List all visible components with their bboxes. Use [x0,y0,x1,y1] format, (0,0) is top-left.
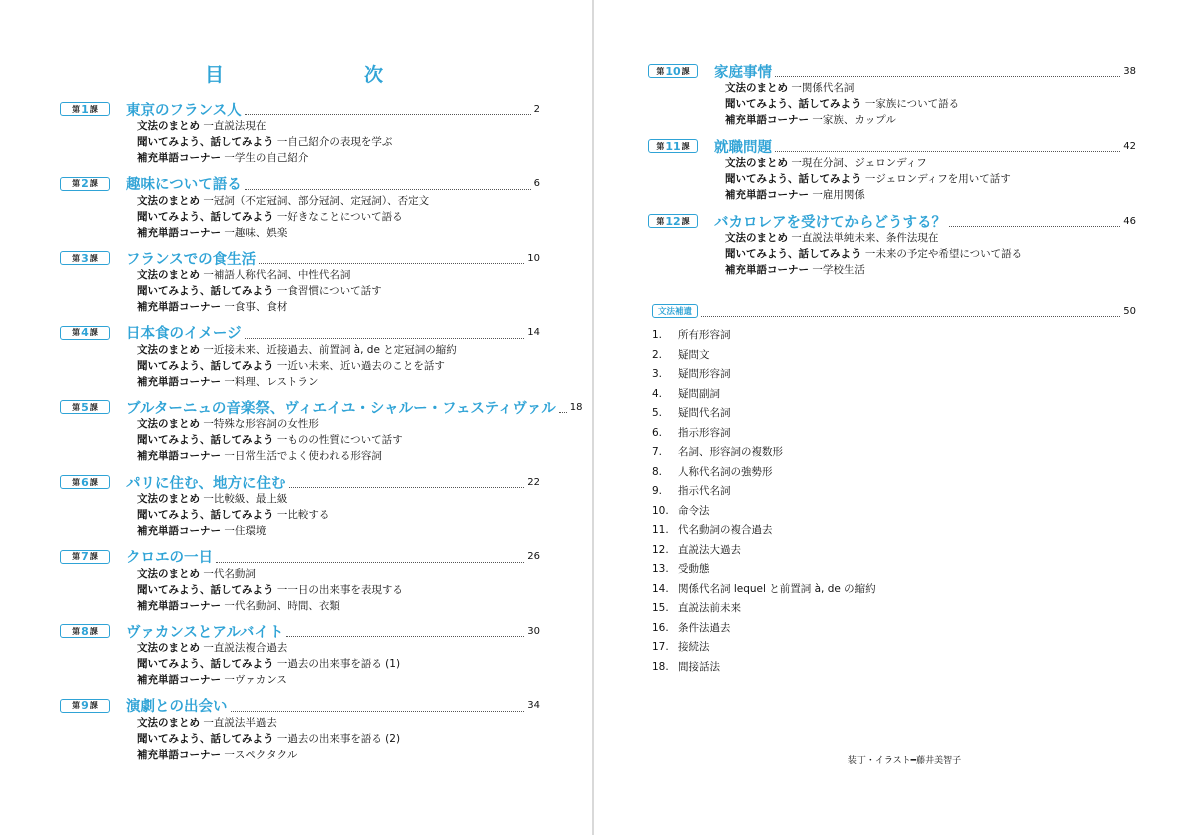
item-number: 18. [652,660,669,673]
vocab-corner-line [137,225,540,241]
lesson-badge [60,251,110,265]
grammar-supplement-item[interactable] [652,599,876,619]
listen-speak-label: 聞いてみよう、話してみよう [725,248,862,260]
grammar-summary-label: 文法のまとめ [137,418,200,431]
dot-leader [245,103,531,115]
page-number: 14 [527,327,540,339]
grammar-supplement-item[interactable] [652,619,876,639]
lesson-title[interactable]: フランスでの食生活 [126,251,257,268]
grammar-supplement-item[interactable] [652,580,876,600]
vocab-corner-line [137,299,540,315]
lesson-title[interactable]: 日本食のイメージ [126,326,242,343]
vocab-corner-line [725,262,1136,278]
grammar-supplement-item[interactable] [652,404,876,424]
listen-speak-label: 聞いてみよう、話してみよう [137,509,274,521]
grammar-supplement-item[interactable] [652,541,876,561]
item-title: 代名動詞の複合過去 [678,524,773,536]
grammar-summary-label: 文法のまとめ [137,343,200,356]
item-title: 人称代名詞の強勢形 [678,465,773,478]
vocab-corner-text: 一ヴァカンス [224,674,287,687]
lesson-prefix: 第 [656,141,665,151]
grammar-supplement-item[interactable] [652,443,876,463]
grammar-summary-line [137,640,540,656]
listen-speak-text: 一一日の出来事を表現する [276,583,403,596]
listen-speak-line [137,283,540,299]
lesson-suffix: 課 [89,626,98,636]
page-number: 30 [527,625,540,637]
grammar-summary-line [137,118,540,134]
grammar-summary-label: 文法のまとめ [137,642,200,655]
lesson-number: 9 [81,699,89,713]
vocab-corner-line [137,747,540,763]
listen-speak-line [725,246,1136,262]
grammar-supplement-list [652,326,876,677]
vocab-corner-label: 補充単語コーナー [725,264,809,276]
lesson-badge [648,214,698,228]
grammar-summary-label: 文法のまとめ [725,232,788,244]
lesson-number: 6 [81,475,89,489]
lesson-heading[interactable] [60,697,540,715]
grammar-summary-line [725,155,1136,171]
lesson-heading[interactable] [60,473,540,491]
lesson-prefix: 第 [72,701,81,711]
lesson-prefix: 第 [72,402,81,412]
grammar-summary-text: 一直説法単純未来、条件法現在 [791,232,939,244]
grammar-summary-line [137,342,540,358]
lesson-entry[interactable] [60,473,540,539]
right-page [594,0,1185,835]
dot-leader [245,327,525,339]
item-number: 8. [652,465,663,478]
item-title: 間接話法 [678,660,720,673]
grammar-summary-label: 文法のまとめ [137,567,200,580]
lesson-suffix: 課 [681,66,690,76]
listen-speak-label: 聞いてみよう、話してみよう [137,136,274,148]
lesson-prefix: 第 [72,104,81,114]
lesson-suffix: 課 [89,253,98,263]
grammar-supplement-header[interactable] [652,302,1136,320]
item-number: 10. [652,504,669,517]
dot-leader [245,178,531,190]
grammar-summary-text: 一直説法複合過去 [203,642,288,655]
listen-speak-text: 一過去の出来事を語る (1) [276,658,401,671]
listen-speak-line [137,358,540,374]
item-number: 9. [652,485,663,497]
lesson-entry[interactable] [648,62,1136,128]
listen-speak-line [725,171,1136,187]
lesson-suffix: 課 [89,552,98,562]
vocab-corner-text: 一日常生活でよく使われる形容詞 [224,450,382,463]
item-number: 2. [652,348,663,361]
listen-speak-text: 一近い未来、近い過去のことを話す [276,359,445,372]
grammar-supplement-badge: 文法補遺 [652,304,698,318]
grammar-summary-line [725,230,1136,246]
listen-speak-label: 聞いてみよう、話してみよう [137,583,274,596]
grammar-summary-text: 一直説法現在 [203,120,267,132]
vocab-corner-text: 一趣味、娯楽 [224,226,288,239]
vocab-corner-text: 一住環境 [224,525,267,537]
grammar-summary-line [725,80,1136,96]
listen-speak-label: 聞いてみよう、話してみよう [137,732,274,745]
grammar-supplement-item[interactable] [652,385,876,405]
grammar-summary-text: 一現在分詞、ジェロンディフ [791,157,927,169]
listen-speak-text: 一食習慣について話す [276,285,382,298]
grammar-supplement-item[interactable] [652,502,876,522]
item-title: 疑問副詞 [678,387,720,400]
lesson-suffix: 課 [89,701,98,711]
listen-speak-text: 一過去の出来事を語る (2) [276,732,401,745]
lesson-heading[interactable] [60,324,540,342]
lesson-badge [60,624,110,638]
grammar-summary-label: 文法のまとめ [137,120,200,132]
listen-speak-label: 聞いてみよう、話してみよう [137,434,274,447]
vocab-corner-label: 補充単語コーナー [137,301,221,314]
lesson-badge [60,699,110,713]
lesson-number: 3 [81,251,89,265]
lesson-title[interactable]: 東京のフランス人 [126,102,242,119]
grammar-supplement-item[interactable] [652,560,876,580]
item-title: 関係代名詞 lequel と前置詞 à, de の縮約 [678,582,876,595]
dot-leader [949,215,1120,227]
item-number: 5. [652,407,663,419]
dot-leader [559,401,567,413]
lesson-badge [60,475,110,489]
item-title: 受動態 [678,563,710,575]
grammar-summary-text: 一補語人称代名詞、中性代名詞 [203,269,351,282]
vocab-corner-text: 一食事、食材 [224,301,288,314]
lesson-suffix: 課 [681,216,690,226]
lesson-title[interactable]: クロエの一日 [126,550,213,567]
vocab-corner-line [137,523,540,539]
lesson-prefix: 第 [72,253,81,263]
lesson-badge [60,177,110,191]
lesson-entry[interactable] [60,398,583,464]
grammar-summary-text: 一特殊な形容詞の女性形 [203,418,319,431]
lesson-heading[interactable] [60,249,540,267]
lesson-number: 8 [81,624,89,638]
vocab-corner-text: 一家族、カップル [812,114,896,126]
page-number: 46 [1123,215,1136,227]
dot-leader [775,65,1120,77]
item-number: 13. [652,563,669,575]
item-title: 疑問代名詞 [678,407,731,419]
vocab-corner-line [137,374,540,390]
vocab-corner-line [725,112,1136,128]
lesson-title[interactable]: パリに住む、地方に住む [126,475,286,492]
page-number: 22 [527,476,540,488]
lesson-suffix: 課 [681,141,690,151]
grammar-summary-text: 一代名動詞 [203,567,256,580]
vocab-corner-line [137,672,540,688]
lesson-entry[interactable] [60,175,540,241]
lesson-entry[interactable] [60,100,540,166]
lesson-prefix: 第 [72,626,81,636]
page-number: 10 [527,252,540,264]
grammar-summary-line [137,193,540,209]
vocab-corner-label: 補充単語コーナー [137,152,221,164]
item-title: 条件法過去 [678,621,731,634]
grammar-supplement-item[interactable] [652,521,876,541]
lesson-entry[interactable] [60,548,540,614]
grammar-summary-text: 一関係代名詞 [791,82,855,94]
listen-speak-text: 一家族について語る [864,98,960,110]
lesson-number: 1 [81,102,89,116]
vocab-corner-line [137,598,540,614]
vocab-corner-line [137,150,540,166]
vocab-corner-text: 一料理、レストラン [224,375,319,388]
item-number: 7. [652,446,663,458]
dot-leader [286,625,524,637]
grammar-summary-label: 文法のまとめ [137,716,200,729]
grammar-summary-label: 文法のまとめ [137,194,200,207]
item-number: 11. [652,524,669,536]
lesson-entry[interactable] [60,622,540,688]
vocab-corner-label: 補充単語コーナー [137,525,221,537]
lesson-title[interactable]: 就職問題 [714,139,772,156]
dot-leader [216,551,524,563]
lesson-entry[interactable] [648,137,1136,203]
listen-speak-line [137,134,540,150]
page-number: 42 [1123,140,1136,152]
lesson-prefix: 第 [656,66,665,76]
vocab-corner-text: 一学校生活 [812,264,865,276]
vocab-corner-label: 補充単語コーナー [137,226,221,239]
vocab-corner-line [137,448,540,464]
grammar-summary-label: 文法のまとめ [725,82,788,94]
item-number: 14. [652,582,669,595]
item-number: 1. [652,329,663,341]
page-number: 2 [533,103,540,115]
vocab-corner-label: 補充単語コーナー [725,114,809,126]
lesson-badge [60,102,110,116]
grammar-supplement-item[interactable] [652,463,876,483]
lesson-title[interactable]: 家庭事情 [714,64,772,81]
lesson-prefix: 第 [72,477,81,487]
vocab-corner-label: 補充単語コーナー [725,189,809,201]
grammar-supplement-item[interactable] [652,482,876,502]
listen-speak-text: 一未来の予定や希望について語る [864,248,1023,260]
lesson-badge [60,550,110,564]
lesson-badge [648,64,698,78]
listen-speak-text: 一ジェロンディフを用いて話す [864,173,1011,185]
item-number: 4. [652,387,663,400]
vocab-corner-label: 補充単語コーナー [137,375,221,388]
grammar-summary-text: 一近接未来、近接過去、前置詞 à, de と定冠詞の縮約 [203,343,457,356]
item-number: 12. [652,543,669,556]
grammar-supplement-item[interactable] [652,658,876,678]
lesson-prefix: 第 [656,216,665,226]
item-title: 接続法 [678,641,710,653]
lesson-heading[interactable] [60,398,583,417]
dot-leader [701,305,1120,317]
left-page [0,0,592,835]
lesson-number: 11 [665,139,681,153]
grammar-summary-line [137,566,540,582]
item-number: 17. [652,641,669,653]
grammar-summary-label: 文法のまとめ [137,269,200,282]
lesson-badge [60,400,110,414]
listen-speak-line [137,656,540,672]
lesson-badge [648,139,698,153]
item-title: 命令法 [678,504,710,517]
lesson-entry[interactable] [60,249,540,315]
vocab-corner-label: 補充単語コーナー [137,748,221,761]
grammar-supplement-item[interactable] [652,424,876,444]
lesson-title[interactable]: 趣味について語る [126,177,242,194]
grammar-summary-line [137,491,540,507]
lesson-title[interactable]: ブルターニュの音楽祭、ヴィエイユ・シャルー・フェスティヴァル [126,400,556,417]
listen-speak-label: 聞いてみよう、話してみよう [137,359,274,372]
listen-speak-label: 聞いてみよう、話してみよう [725,173,862,185]
item-title: 所有形容詞 [678,329,731,341]
lesson-title[interactable]: 演劇との出会い [126,699,228,716]
grammar-supplement-item[interactable] [652,346,876,366]
listen-speak-text: 一ものの性質について話す [276,434,403,447]
lesson-suffix: 課 [89,402,98,412]
dot-leader [289,476,525,488]
vocab-corner-label: 補充単語コーナー [137,599,221,612]
lesson-prefix: 第 [72,552,81,562]
vocab-corner-label: 補充単語コーナー [137,674,221,687]
grammar-supplement-item[interactable] [652,365,876,385]
lesson-number: 7 [81,550,89,564]
lesson-heading[interactable] [60,622,540,640]
listen-speak-text: 一比較する [276,509,330,521]
vocab-corner-line [725,187,1136,203]
item-title: 直説法大過去 [678,543,741,556]
lesson-number: 2 [81,177,89,191]
grammar-summary-label: 文法のまとめ [137,493,200,505]
item-title: 疑問文 [678,348,710,361]
lesson-title[interactable]: ヴァカンスとアルバイト [126,624,284,641]
lesson-prefix: 第 [72,328,81,338]
lesson-badge [60,326,110,340]
grammar-summary-text: 一直説法半過去 [203,716,277,729]
vocab-corner-text: 一学生の自己紹介 [224,152,309,164]
vocab-corner-text: 一代名動詞、時間、衣類 [224,599,340,612]
listen-speak-label: 聞いてみよう、話してみよう [137,210,274,223]
vocab-corner-text: 一雇用関係 [812,189,865,201]
page-number: 34 [527,700,540,712]
lesson-entry[interactable] [60,324,540,390]
grammar-supplement-item[interactable] [652,638,876,658]
lesson-heading[interactable] [648,212,1136,230]
item-number: 16. [652,621,669,634]
lesson-heading[interactable] [60,175,540,193]
page-number: 26 [527,551,540,563]
lesson-suffix: 課 [89,179,98,189]
grammar-supplement-item[interactable] [652,326,876,346]
grammar-summary-line [137,267,540,283]
listen-speak-line [137,432,540,448]
item-title: 指示形容詞 [678,426,731,439]
page-number: 18 [569,401,583,413]
listen-speak-line [137,582,540,598]
grammar-summary-line [137,715,540,731]
lesson-entry[interactable] [648,212,1136,278]
lesson-entry[interactable] [60,697,540,763]
item-title: 指示代名詞 [678,485,731,497]
lesson-prefix: 第 [72,179,81,189]
grammar-summary-label: 文法のまとめ [725,157,788,169]
item-number: 15. [652,602,669,614]
listen-speak-label: 聞いてみよう、話してみよう [725,98,862,110]
page-number: 6 [533,178,540,190]
listen-speak-text: 一好きなことについて語る [276,210,403,223]
listen-speak-text: 一自己紹介の表現を学ぶ [276,136,393,148]
dot-leader [259,252,524,264]
dot-leader [231,700,525,712]
lesson-heading[interactable] [60,100,540,118]
item-title: 名詞、形容詞の複数形 [678,446,783,458]
credit-line: 装丁・イラスト━藤井美智子 [847,756,962,766]
listen-speak-line [725,96,1136,112]
page-number: 38 [1123,65,1136,77]
dot-leader [775,140,1120,152]
lesson-number: 5 [81,400,89,414]
grammar-summary-line [137,416,540,432]
item-number: 3. [652,368,663,380]
lesson-title[interactable]: バカロレアを受けてからどうする？ [714,214,946,231]
lesson-heading[interactable] [60,548,540,566]
toc-title: 目 次 [204,64,417,86]
lesson-number: 12 [665,214,681,228]
item-title: 直説法前未来 [678,602,741,614]
grammar-summary-text: 一比較級、最上級 [203,493,288,505]
listen-speak-line [137,507,540,523]
lesson-suffix: 課 [89,104,98,114]
lesson-number: 10 [665,64,681,78]
lesson-heading[interactable] [648,62,1136,80]
item-number: 6. [652,426,663,439]
listen-speak-line [137,209,540,225]
item-title: 疑問形容詞 [678,368,731,380]
lesson-number: 4 [81,326,89,340]
page-number: 50 [1123,305,1136,317]
listen-speak-label: 聞いてみよう、話してみよう [137,285,274,298]
listen-speak-label: 聞いてみよう、話してみよう [137,658,274,671]
lesson-suffix: 課 [89,477,98,487]
vocab-corner-text: 一スペクタクル [224,748,298,761]
vocab-corner-label: 補充単語コーナー [137,450,221,463]
grammar-summary-text: 一冠詞（不定冠詞、部分冠詞、定冠詞）、否定文 [203,194,430,207]
listen-speak-line [137,731,540,747]
lesson-suffix: 課 [89,328,98,338]
lesson-heading[interactable] [648,137,1136,155]
